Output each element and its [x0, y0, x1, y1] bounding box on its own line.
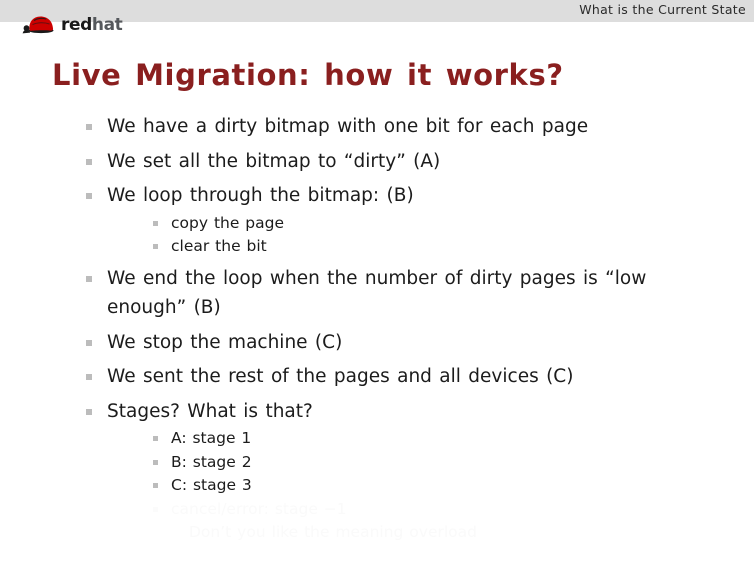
list-item-label: We stop the machine (C) — [107, 331, 343, 353]
list-item-label: clear the bit — [171, 237, 267, 255]
bullet-list-level1 — [86, 112, 754, 545]
list-item — [86, 397, 754, 545]
bullet-marker-icon — [86, 340, 92, 346]
list-item — [86, 264, 754, 323]
list-item-note: Don’t you like the meaning overload — [189, 523, 477, 541]
list-item-label: C: stage 3 — [171, 476, 252, 494]
list-item-label-line2: enough” (B) — [107, 297, 221, 318]
list-item-label: A: stage 1 — [171, 429, 252, 447]
section-title: What is the Current State — [579, 2, 746, 17]
list-item-label: copy the page — [171, 213, 285, 232]
list-item-label: We set all the bitmap to “dirty” (A) — [107, 150, 441, 172]
bullet-marker-icon — [153, 507, 158, 512]
list-item — [86, 112, 754, 142]
list-item — [153, 451, 754, 475]
bullet-marker-icon — [86, 159, 92, 165]
list-item — [86, 362, 754, 392]
list-item — [86, 147, 754, 177]
bullet-marker-icon — [86, 409, 92, 415]
redhat-wordmark — [61, 14, 123, 35]
list-item-label: cancel/error: stage −1 — [171, 499, 347, 518]
bullet-marker-icon — [86, 193, 92, 199]
list-item — [153, 474, 754, 498]
list-item-label: Stages? What is that? — [107, 400, 313, 422]
list-item-label: We have a dirty bitmap with one bit for each page — [107, 116, 589, 137]
logo-word-hat: hat — [91, 14, 123, 35]
bullet-list-level2 — [153, 212, 754, 259]
bullet-marker-icon — [86, 276, 92, 282]
bullet-marker-icon — [153, 460, 158, 465]
page-title: Live Migration: how it works? — [52, 58, 564, 92]
list-item — [153, 427, 754, 451]
bullet-marker-icon — [86, 374, 92, 380]
bullet-marker-icon — [153, 483, 158, 488]
bullet-marker-icon — [153, 244, 158, 249]
redhat-shadowman-icon — [20, 12, 60, 36]
list-item-label: B: stage 2 — [171, 452, 252, 471]
logo-word-red: red — [61, 14, 92, 35]
bullet-marker-icon — [153, 436, 158, 441]
list-item — [153, 235, 754, 259]
list-item — [86, 328, 754, 358]
bullet-marker-icon — [86, 124, 92, 130]
list-item — [86, 181, 754, 259]
list-item-faded — [153, 498, 754, 545]
list-item-label: We loop through the bitmap: (B) — [107, 185, 414, 206]
list-item-label: We sent the rest of the pages and all devices (C) — [107, 366, 574, 387]
bullet-marker-icon — [153, 221, 158, 226]
slide-body — [0, 112, 754, 550]
list-item — [153, 212, 754, 236]
bullet-list-level2 — [153, 427, 754, 545]
redhat-logo — [20, 11, 122, 37]
list-item-label-line1: We end the loop when the number of dirty pages is “low — [107, 267, 647, 289]
